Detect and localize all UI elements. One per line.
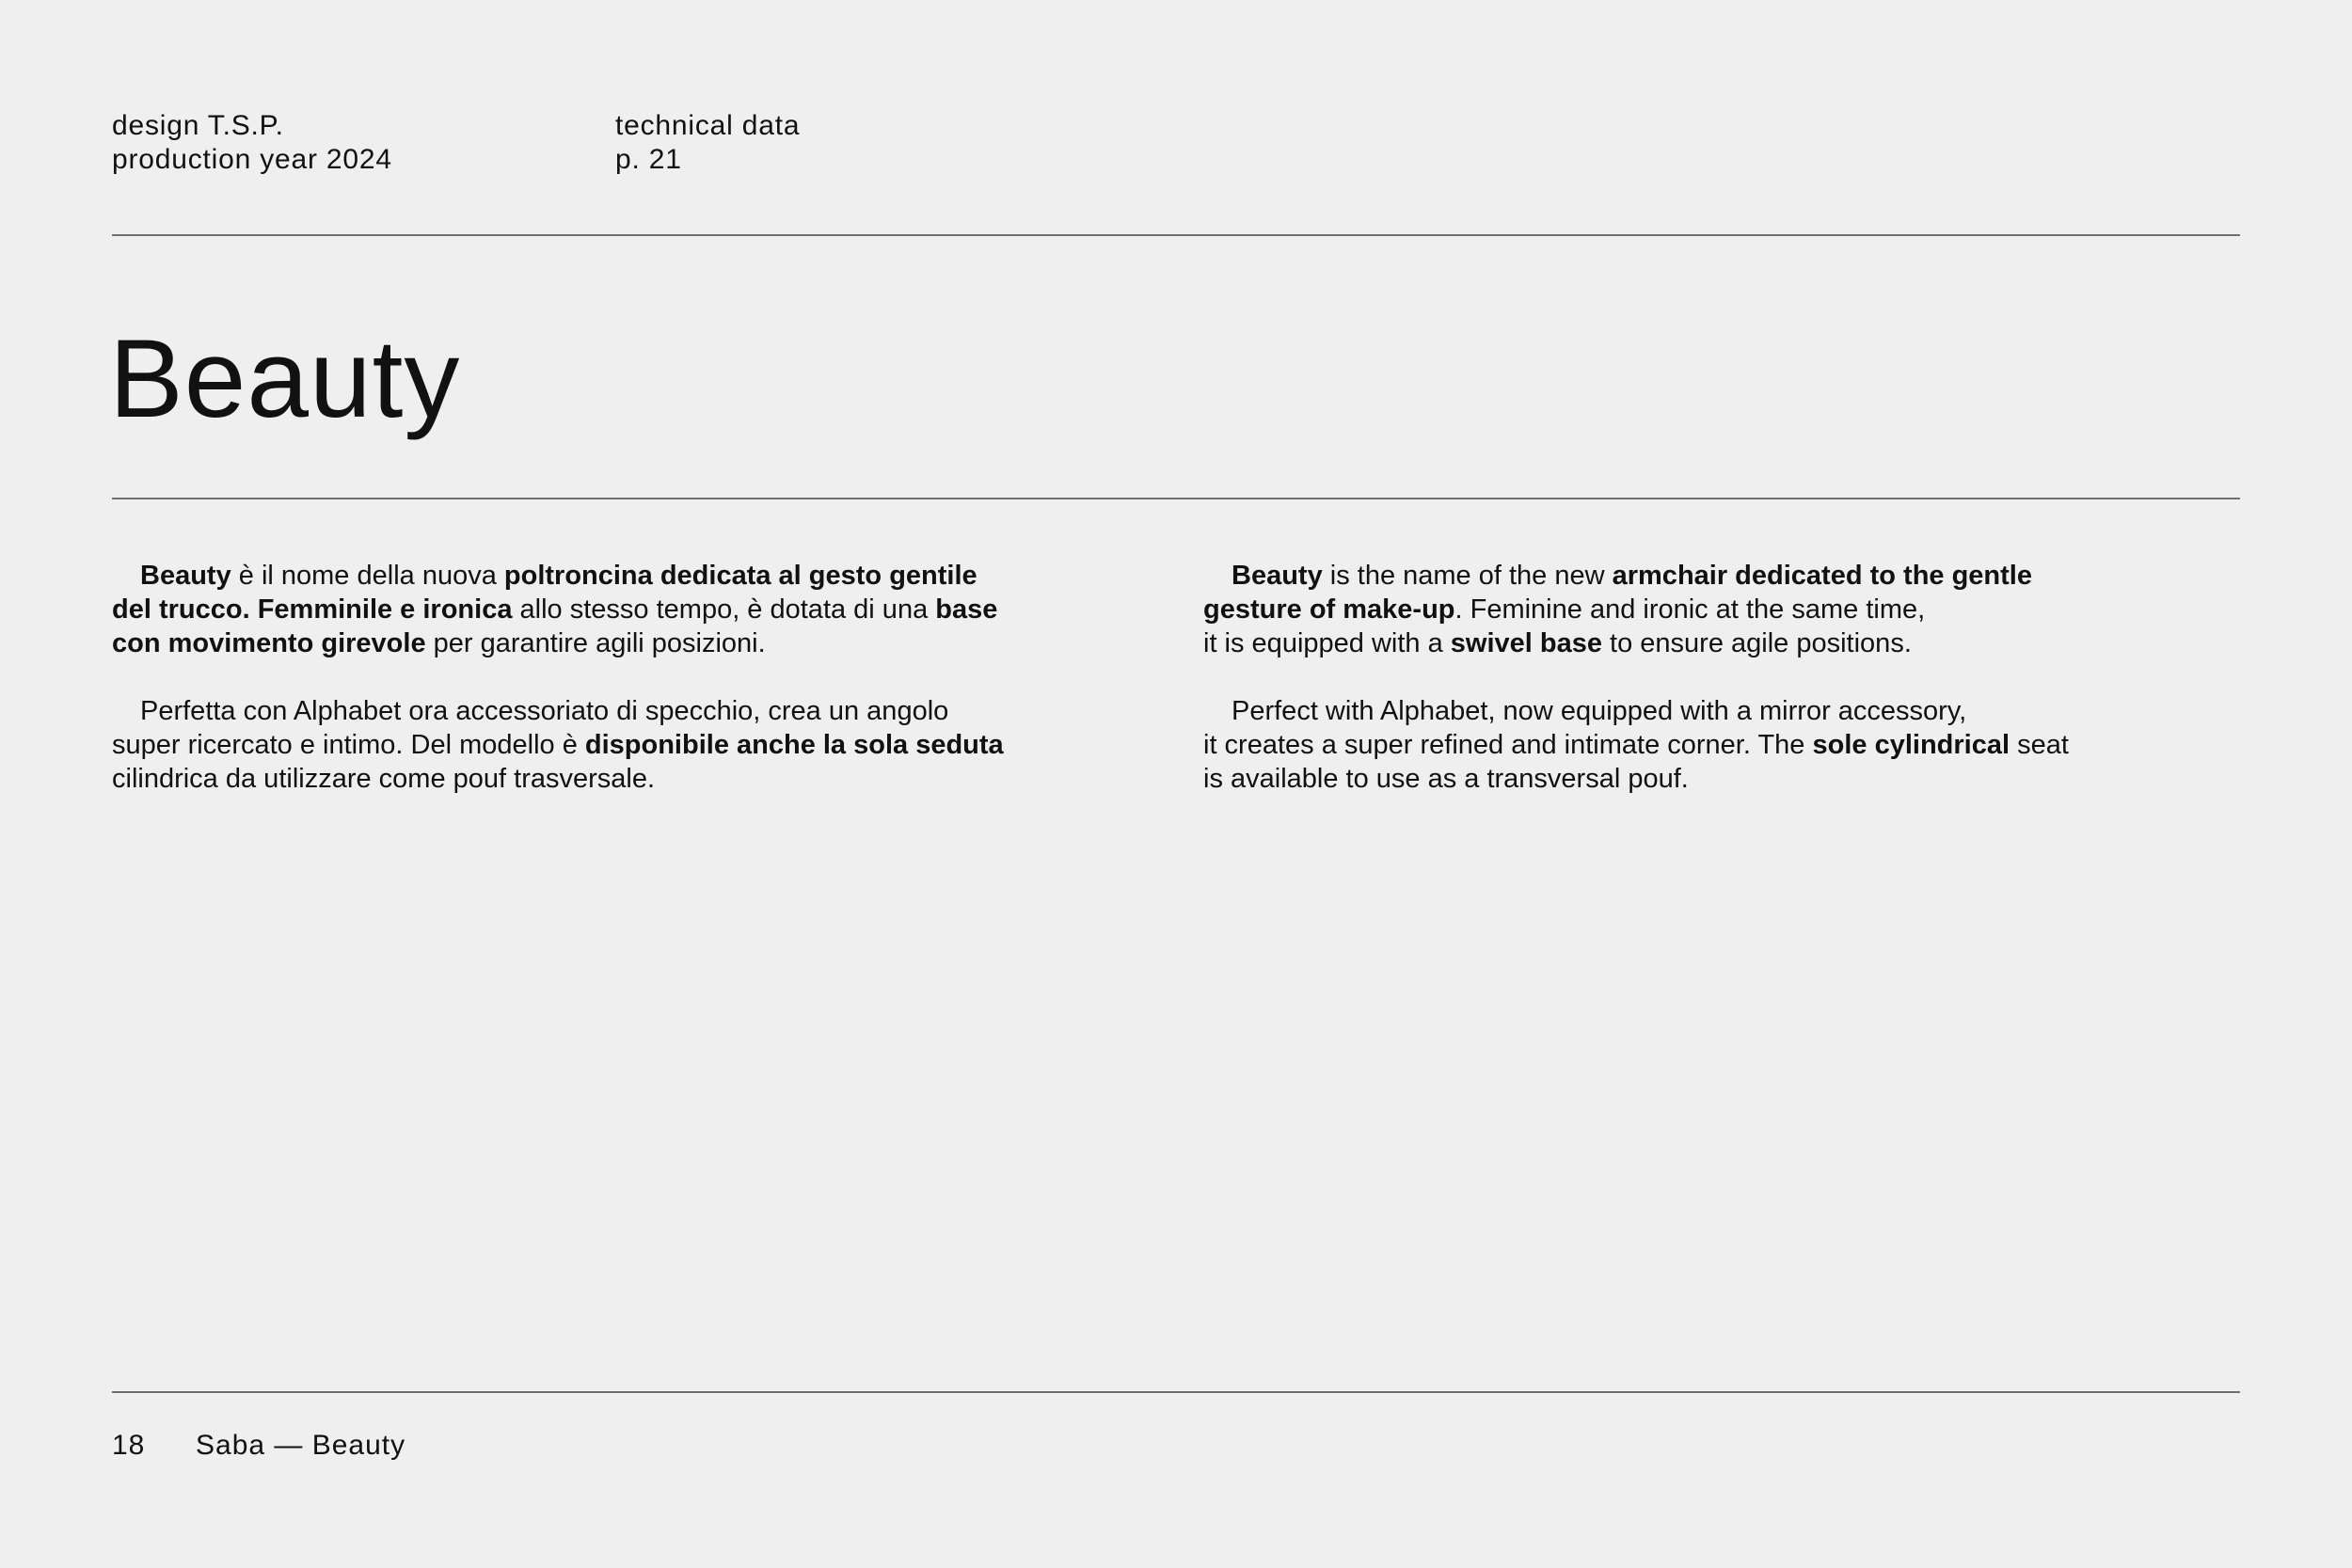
bold-text-run: con movimento girevole [112,628,426,658]
bold-text-run: disponibile anche la sola seduta [584,730,1004,760]
bold-text-run: Beauty [140,561,231,591]
text-run: seat [2010,730,2069,760]
text-run: è il nome della nuova [230,561,504,591]
bold-text-run: armchair dedicated to the gentle [1612,561,2032,591]
bold-text-run: del trucco. Femminile e ironica [112,594,513,625]
text-run: per garantire agili posizioni. [425,628,766,658]
text-run: is the name of the new [1322,561,1613,591]
divider-middle [112,498,2240,499]
footer-page-number: 18 [112,1430,146,1461]
bold-text-run: base [935,594,998,625]
english-paragraph-2 [1203,694,2172,796]
header-meta-right [615,109,800,177]
text-run: it creates a super refined and intimate corner. The [1203,730,1813,760]
text-run: super ricercato e intimo. Del modello è [112,730,585,760]
text-run: to ensure agile positions. [1602,628,1912,658]
italian-description [112,559,1081,796]
english-paragraph-1 [1203,559,2172,660]
footer-document-title: Saba — Beauty [196,1430,406,1461]
design-credit: design T.S.P. [112,110,284,141]
text-run: allo stesso tempo, è dotata di una [512,594,936,625]
divider-bottom [112,1391,2240,1393]
bold-text-run: gesture of make-up [1203,594,1455,625]
english-description [1203,559,2172,796]
text-run: Perfect with Alphabet, now equipped with a mirror accessory, [1232,696,1967,726]
page-reference: p. 21 [615,144,682,175]
text-run: it is equipped with a [1203,628,1451,658]
divider-top [112,234,2240,236]
bold-text-run: swivel base [1450,628,1602,658]
text-run: cilindrica da utilizzare come pouf trasversale. [112,764,656,794]
italian-paragraph-2 [112,694,1081,796]
section-label: technical data [615,110,801,141]
production-year: production year 2024 [112,144,392,175]
text-run: is available to use as a transversal pouf. [1203,764,1689,794]
page-title: Beauty [109,317,461,441]
bold-text-run: Beauty [1232,561,1323,591]
bold-text-run: poltroncina dedicata al gesto gentile [503,561,977,591]
text-run: Perfetta con Alphabet ora accessoriato di specchio, crea un angolo [140,696,949,726]
text-run: . Feminine and ironic at the same time, [1454,594,1926,625]
header-meta-left [112,109,392,177]
bold-text-run: sole cylindrical [1812,730,2010,760]
italian-paragraph-1 [112,559,1081,660]
